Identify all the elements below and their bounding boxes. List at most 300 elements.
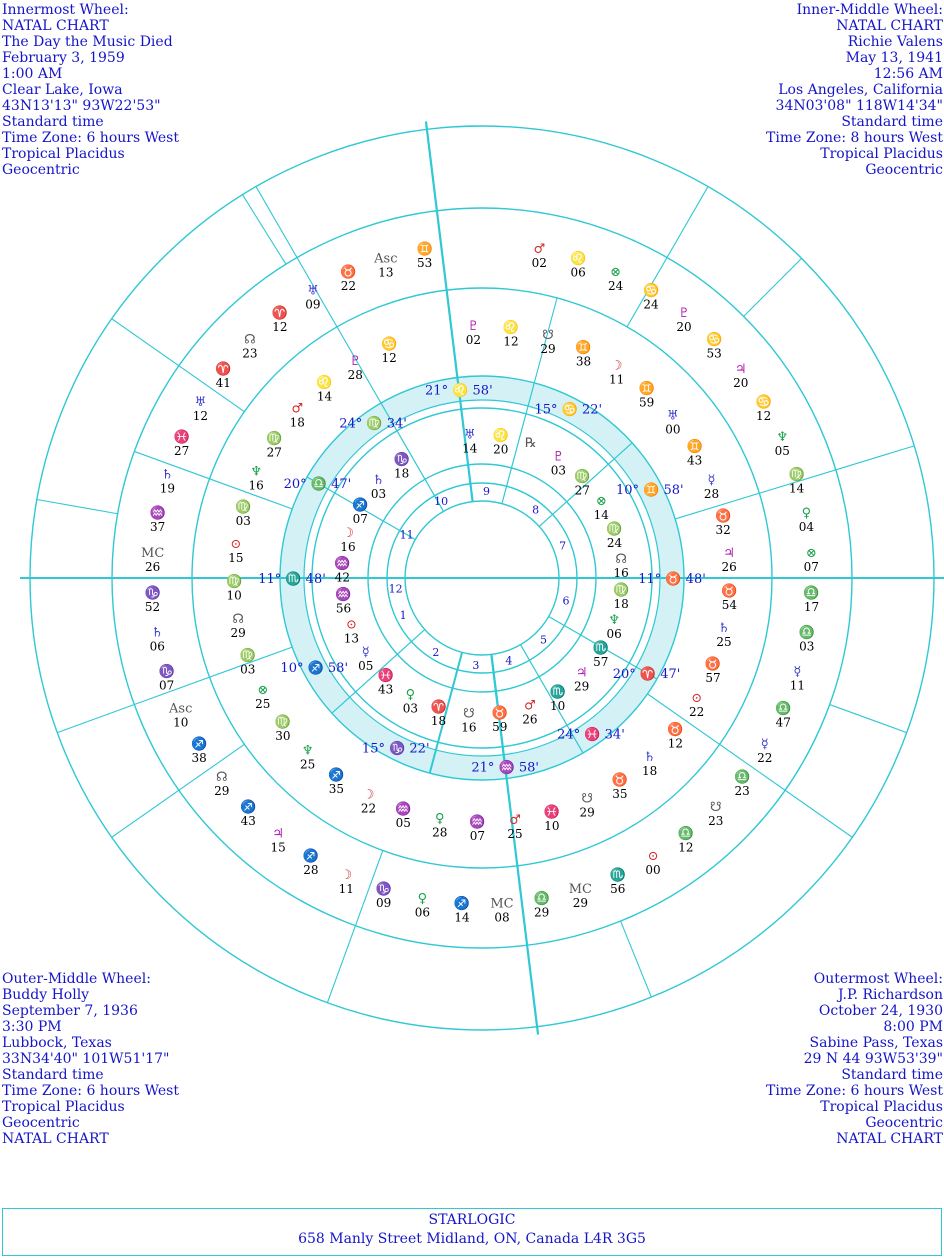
value-label: 14 xyxy=(454,910,470,925)
value-label: 57 xyxy=(705,671,721,686)
info-line: Tropical Placidus xyxy=(820,1099,943,1115)
ring2-planet xyxy=(328,767,344,796)
glyph-label: ♆ xyxy=(301,743,314,759)
ring3-planet xyxy=(417,241,433,270)
cusp-label: 11° ♉ 48' xyxy=(638,572,706,587)
value-label: 29 xyxy=(230,626,246,641)
glyph-label: ☿ xyxy=(707,473,716,489)
ring2-planet xyxy=(540,328,555,356)
glyph-label: ♂ xyxy=(524,698,536,714)
value-label: 03 xyxy=(550,463,567,478)
ring3-planet xyxy=(174,429,190,458)
info-line: 8:00 PM xyxy=(883,1019,943,1035)
ring2-planet xyxy=(290,402,305,430)
value-label: 42 xyxy=(334,570,351,585)
ring2-planet xyxy=(609,359,624,387)
value-label: 52 xyxy=(144,599,161,614)
value-label: 15 xyxy=(228,550,244,565)
glyph-label: ⊗ xyxy=(257,683,269,699)
value-label: 03 xyxy=(235,513,251,528)
info-line: Lubbock, Texas xyxy=(2,1035,112,1051)
info-line: Los Angeles, California xyxy=(778,82,943,98)
value-label: 03 xyxy=(240,662,256,677)
ring3-planet xyxy=(645,849,660,877)
info-line: Buddy Holly xyxy=(2,987,90,1003)
value-label: 11 xyxy=(789,678,805,693)
footer-address: 658 Manly Street Midland, ON, Canada L4R 3G5 xyxy=(298,1231,646,1247)
cusp-label: 10° ♊ 58' xyxy=(615,482,684,498)
ring2-planet xyxy=(395,801,411,830)
value-label: 02 xyxy=(465,333,481,348)
ring2-planet xyxy=(228,537,243,565)
ring3-planet xyxy=(214,770,229,798)
inner-planet xyxy=(522,699,537,727)
glyph-label: ♆ xyxy=(250,464,262,480)
glyph-label: ♏ xyxy=(609,867,626,883)
inner-planet xyxy=(462,428,478,456)
ring2-planet xyxy=(639,381,655,410)
value-label: 08 xyxy=(494,910,510,925)
value-label: 35 xyxy=(328,781,345,796)
value-label: 18 xyxy=(394,466,410,481)
inner-planet xyxy=(358,645,373,673)
inner-planet xyxy=(574,468,590,497)
glyph-label: ♓ xyxy=(377,668,394,684)
info-line: Clear Lake, Iowa xyxy=(2,82,123,98)
value-label: 05 xyxy=(358,658,374,673)
glyph-label: ☊ xyxy=(244,332,256,348)
value-label: 12 xyxy=(503,334,519,349)
info-line: 12:56 AM xyxy=(873,66,943,82)
glyph-label: ♈ xyxy=(215,362,232,378)
info-line: Geocentric xyxy=(865,162,943,178)
inner-planet xyxy=(403,687,418,715)
glyph-label: ♄ xyxy=(161,467,174,483)
value-label: 59 xyxy=(492,719,508,734)
glyph-label: ♐ xyxy=(328,767,345,783)
glyph-label: ♈ xyxy=(430,700,447,716)
ring2-planet xyxy=(432,811,447,839)
ring2-planet xyxy=(721,583,737,612)
inner-planet xyxy=(606,521,622,550)
value-label: 04 xyxy=(798,520,814,535)
info-line: NATAL CHART xyxy=(836,18,943,34)
glyph-label: ♊ xyxy=(416,242,433,258)
value-label: 26 xyxy=(522,712,538,727)
value-label: 26 xyxy=(721,560,737,575)
glyph-label: ☊ xyxy=(216,769,228,785)
info-line: 3:30 PM xyxy=(2,1019,62,1035)
value-label: 25 xyxy=(507,826,523,841)
info-line: Tropical Placidus xyxy=(2,146,125,162)
glyph-label: ♓ xyxy=(543,804,560,820)
value-label: 12 xyxy=(192,408,209,423)
house-number: 5 xyxy=(540,633,548,647)
glyph-label: ♉ xyxy=(491,705,508,721)
inner-planet xyxy=(613,582,629,611)
ring3-planet xyxy=(755,394,771,423)
footer-title: STARLOGIC xyxy=(428,1212,516,1228)
value-label: 10 xyxy=(549,698,566,713)
value-label: 23 xyxy=(734,783,750,798)
glyph-label: ⊙ xyxy=(691,691,703,707)
ring3-planet xyxy=(799,624,815,653)
inner-planet xyxy=(551,450,566,478)
value-label: 59 xyxy=(638,395,655,410)
info-line: Standard time xyxy=(2,114,104,130)
value-label: 17 xyxy=(803,599,820,614)
value-label: 16 xyxy=(340,540,356,555)
ring2-planet xyxy=(381,336,397,365)
value-label: 10 xyxy=(226,588,242,603)
ring2-planet xyxy=(721,546,736,574)
value-label: 03 xyxy=(370,486,387,501)
innermost-wheel-info xyxy=(2,2,179,178)
info-line: J.P. Richardson xyxy=(838,987,943,1003)
ring3-planet xyxy=(150,505,166,534)
ring3-planet xyxy=(272,305,288,334)
glyph-label: ☽ xyxy=(610,358,623,374)
value-label: 20 xyxy=(733,376,749,391)
glyph-label: ♀ xyxy=(801,506,812,522)
value-label: 23 xyxy=(708,813,724,828)
glyph-label: ♎ xyxy=(677,826,695,842)
glyph-label: ☿ xyxy=(760,737,769,753)
glyph-label: ♂ xyxy=(533,242,546,258)
info-line: Innermost Wheel: xyxy=(2,2,129,18)
info-line: Standard time xyxy=(841,114,943,130)
house-number: 8 xyxy=(532,503,540,517)
ring2-planet xyxy=(716,621,731,649)
cusp-label: 11° ♏ 48' xyxy=(258,572,326,587)
cusp-label: 15° ♑ 22' xyxy=(361,741,430,757)
ring2-planet xyxy=(275,714,291,743)
info-line: 43N13'13" 93W22'53" xyxy=(2,98,161,114)
value-label: 22 xyxy=(689,705,705,720)
glyph-label: ⊙ xyxy=(345,617,357,633)
glyph-label: ♄ xyxy=(151,625,164,641)
inner-planet xyxy=(607,613,622,641)
value-label: 13 xyxy=(343,631,360,646)
value-label: 16 xyxy=(248,478,264,493)
ring2-planet xyxy=(466,319,481,347)
glyph-label: ♇ xyxy=(678,306,690,322)
house-number: 9 xyxy=(483,485,491,499)
value-label: 09 xyxy=(305,297,321,312)
outer-cusp-line xyxy=(242,195,285,265)
glyph-label: ♀ xyxy=(417,891,428,907)
info-line: Richie Valens xyxy=(847,34,943,50)
glyph-label: ☽ xyxy=(362,787,375,803)
glyph-label: ♅ xyxy=(194,394,207,410)
glyph-label: ♏ xyxy=(592,641,609,657)
ring2-planet xyxy=(240,647,256,676)
info-line: NATAL CHART xyxy=(836,1131,943,1147)
inner-planet xyxy=(594,494,610,522)
glyph-label: ♋ xyxy=(755,394,772,410)
info-line: Geocentric xyxy=(865,1115,943,1131)
value-label: 27 xyxy=(574,483,590,498)
value-label: 56 xyxy=(610,881,626,896)
glyph-label: ♎ xyxy=(533,891,550,907)
value-label: 41 xyxy=(215,376,231,391)
value-label: 00 xyxy=(645,863,661,878)
glyph-label: ♄ xyxy=(372,472,385,488)
value-label: 22 xyxy=(340,279,357,294)
info-line: Tropical Placidus xyxy=(2,1099,125,1115)
ring3-planet xyxy=(454,895,470,924)
glyph-label: ⊗ xyxy=(805,545,817,561)
ring3-planet xyxy=(373,251,397,279)
ring2-planet xyxy=(235,499,251,528)
glyph-label: ♑ xyxy=(393,452,410,468)
inner-planet xyxy=(550,684,566,713)
glyph-label: ♊ xyxy=(686,439,703,455)
info-line: September 7, 1936 xyxy=(2,1003,138,1019)
value-label: 28 xyxy=(303,863,319,878)
ring2-planet xyxy=(361,788,376,816)
outer-cusp-line xyxy=(744,258,802,316)
ring3-planet xyxy=(376,881,392,910)
glyph-label: ♅ xyxy=(463,427,476,443)
cusp-label: 21° ♒ 58' xyxy=(471,760,539,776)
house-number: 10 xyxy=(434,495,449,509)
ring2-planet xyxy=(348,354,363,382)
ring3-planet xyxy=(678,825,694,854)
ring2-planet xyxy=(266,430,282,459)
value-label: 38 xyxy=(575,354,592,369)
glyph-label: ♐ xyxy=(240,799,257,815)
value-label: 29 xyxy=(214,783,230,798)
glyph-label: ♎ xyxy=(734,769,751,785)
glyph-label: MC xyxy=(490,896,514,912)
ring3-planet xyxy=(160,467,175,495)
glyph-label: ♉ xyxy=(667,722,684,738)
value-label: 22 xyxy=(360,801,377,816)
footer-box xyxy=(2,1208,942,1256)
value-label: 18 xyxy=(641,763,658,778)
value-label: 24 xyxy=(643,297,659,312)
glyph-label: ♍ xyxy=(274,714,292,730)
glyph-label: ♆ xyxy=(776,430,789,446)
glyph-label: ♍ xyxy=(235,499,252,515)
ring3-planet xyxy=(775,430,790,458)
glyph-label: MC xyxy=(568,881,593,897)
glyph-label: ♒ xyxy=(334,556,351,572)
glyph-label: ♐ xyxy=(302,849,320,865)
outer-cusp-line xyxy=(621,921,652,997)
value-label: 37 xyxy=(150,520,166,535)
glyph-label: ☿ xyxy=(793,664,802,680)
info-line: Outer-Middle Wheel: xyxy=(2,971,151,987)
ring2-planet xyxy=(544,804,560,833)
value-label: 18 xyxy=(289,415,305,430)
glyph-label: ♉ xyxy=(704,657,722,673)
ring3-planet xyxy=(708,800,723,828)
info-line: Time Zone: 6 hours West xyxy=(2,130,179,146)
value-label: 28 xyxy=(432,825,448,840)
glyph-label: ♃ xyxy=(272,826,284,842)
house-number: 12 xyxy=(388,582,403,596)
inner-planet xyxy=(352,497,368,526)
value-label: 56 xyxy=(335,601,352,616)
ring3-planet xyxy=(191,736,207,765)
inner-planet xyxy=(344,618,359,646)
inner-planet xyxy=(334,556,350,585)
ring3-planet xyxy=(305,284,320,312)
value-label: 14 xyxy=(316,389,333,404)
value-label: 25 xyxy=(716,635,732,650)
inner-planet xyxy=(430,699,446,728)
value-label: 18 xyxy=(430,714,447,729)
glyph-label: Asc xyxy=(169,701,193,717)
value-label: 54 xyxy=(721,597,738,612)
value-label: 29 xyxy=(574,679,590,694)
outer-cusp-line xyxy=(37,500,118,514)
glyph-label: ♎ xyxy=(775,701,792,717)
ring3-planet xyxy=(534,891,550,920)
value-label: 12 xyxy=(755,408,772,423)
glyph-label: ♇ xyxy=(467,319,480,335)
ring3-planet xyxy=(570,250,586,279)
inner-planet xyxy=(371,473,386,501)
value-label: 20 xyxy=(676,320,692,335)
inner-planet xyxy=(394,451,410,480)
value-label: 19 xyxy=(159,481,176,496)
glyph-label: ♍ xyxy=(574,469,591,485)
ring2-planet xyxy=(575,340,591,369)
inner-planet xyxy=(335,587,351,616)
value-label: 24 xyxy=(607,279,624,294)
ring3-planet xyxy=(532,242,547,270)
glyph-label: ♄ xyxy=(718,621,730,637)
info-line: Standard time xyxy=(841,1067,943,1083)
glyph-label: ♉ xyxy=(721,583,738,599)
value-label: 18 xyxy=(613,596,629,611)
inner-planet xyxy=(492,705,508,734)
info-line: Geocentric xyxy=(2,162,80,178)
glyph-label: ♌ xyxy=(316,375,333,391)
value-label: 53 xyxy=(417,256,433,271)
inner-planet xyxy=(340,526,355,554)
value-label: 00 xyxy=(665,422,681,437)
ring3-planet xyxy=(733,362,748,390)
ring3-planet xyxy=(490,896,513,924)
glyph-label: ☋ xyxy=(542,327,554,343)
glyph-label: ♍ xyxy=(266,431,283,447)
value-label: 14 xyxy=(593,507,609,522)
ring3-planet xyxy=(144,585,160,614)
glyph-label: ♂ xyxy=(291,401,304,417)
value-label: 24 xyxy=(606,535,623,550)
outer-cusp-line xyxy=(627,187,708,327)
ring3-planet xyxy=(803,585,819,614)
value-label: 03 xyxy=(402,701,419,716)
glyph-label: ♉ xyxy=(611,773,629,789)
info-line: NATAL CHART xyxy=(2,18,109,34)
info-line: 33N34'40" 101W51'17" xyxy=(2,1051,170,1067)
ring3-planet xyxy=(569,882,592,910)
ring3-planet xyxy=(168,702,192,730)
value-label: 29 xyxy=(579,805,595,820)
glyph-label: ♀ xyxy=(405,687,416,703)
glyph-label: ♊ xyxy=(575,340,592,356)
glyph-label: ♒ xyxy=(469,814,486,830)
value-label: 12 xyxy=(272,320,288,335)
ring3-planet xyxy=(339,868,354,896)
glyph-label: ♍ xyxy=(239,648,256,664)
glyph-label: Asc xyxy=(374,251,398,267)
cusp-label: 20° ♈ 47' xyxy=(612,667,681,682)
ring3-planet xyxy=(150,625,165,653)
glyph-label: ☊ xyxy=(615,551,627,567)
value-label: 05 xyxy=(395,816,411,831)
value-label: 43 xyxy=(686,453,703,468)
value-label: 11 xyxy=(338,881,354,896)
value-label: 12 xyxy=(667,736,683,751)
glyph-label: ♂ xyxy=(509,812,521,828)
ring3-planet xyxy=(790,664,805,692)
value-label: 06 xyxy=(606,627,622,642)
glyph-label: ☽ xyxy=(340,867,353,883)
ring2-planet xyxy=(704,473,719,501)
value-label: 06 xyxy=(414,905,431,920)
glyph-label: MC xyxy=(141,545,165,561)
glyph-label: ♍ xyxy=(606,521,623,537)
outer-cusp-line xyxy=(327,851,382,1003)
glyph-label: ♓ xyxy=(173,430,190,446)
value-label: 26 xyxy=(145,559,161,574)
ring3-planet xyxy=(303,848,319,877)
value-label: 27 xyxy=(266,445,282,460)
value-label: 22 xyxy=(757,751,773,766)
glyph-label: ☊ xyxy=(232,612,244,628)
value-label: 14 xyxy=(788,481,805,496)
glyph-label: ♎ xyxy=(803,585,820,601)
ring3-planet xyxy=(799,506,815,534)
ring2-planet xyxy=(715,508,731,537)
inner-planet xyxy=(593,640,609,669)
value-label: 35 xyxy=(612,787,628,802)
glyph-label: ♑ xyxy=(158,664,175,680)
house-number: 3 xyxy=(472,658,480,672)
glyph-label: ♇ xyxy=(552,449,565,465)
inner-planet xyxy=(493,427,509,456)
outer-cusp-line xyxy=(830,705,907,733)
ring2-planet xyxy=(226,574,242,603)
info-line: NATAL CHART xyxy=(2,1131,109,1147)
glyph-label: ♍ xyxy=(612,582,630,598)
glyph-label: ♊ xyxy=(638,381,655,397)
glyph-label: ♎ xyxy=(798,625,815,641)
value-label: 06 xyxy=(149,639,165,654)
glyph-label: ♅ xyxy=(667,408,679,424)
value-label: 10 xyxy=(544,818,560,833)
glyph-label: ♐ xyxy=(191,737,208,753)
glyph-label: ♒ xyxy=(395,802,412,818)
ring2-planet xyxy=(300,743,315,771)
info-line: Time Zone: 6 hours West xyxy=(766,1083,943,1099)
glyph-label: ℞ xyxy=(524,435,537,451)
ring3-planet xyxy=(757,737,772,765)
inner-planet xyxy=(525,436,537,451)
info-line: October 24, 1930 xyxy=(818,1003,943,1019)
value-label: 02 xyxy=(531,256,547,271)
house-cusp-lines xyxy=(20,121,944,1034)
glyph-label: ♋ xyxy=(706,332,723,348)
value-label: 10 xyxy=(173,715,189,730)
outermost-wheel-info xyxy=(766,971,943,1147)
